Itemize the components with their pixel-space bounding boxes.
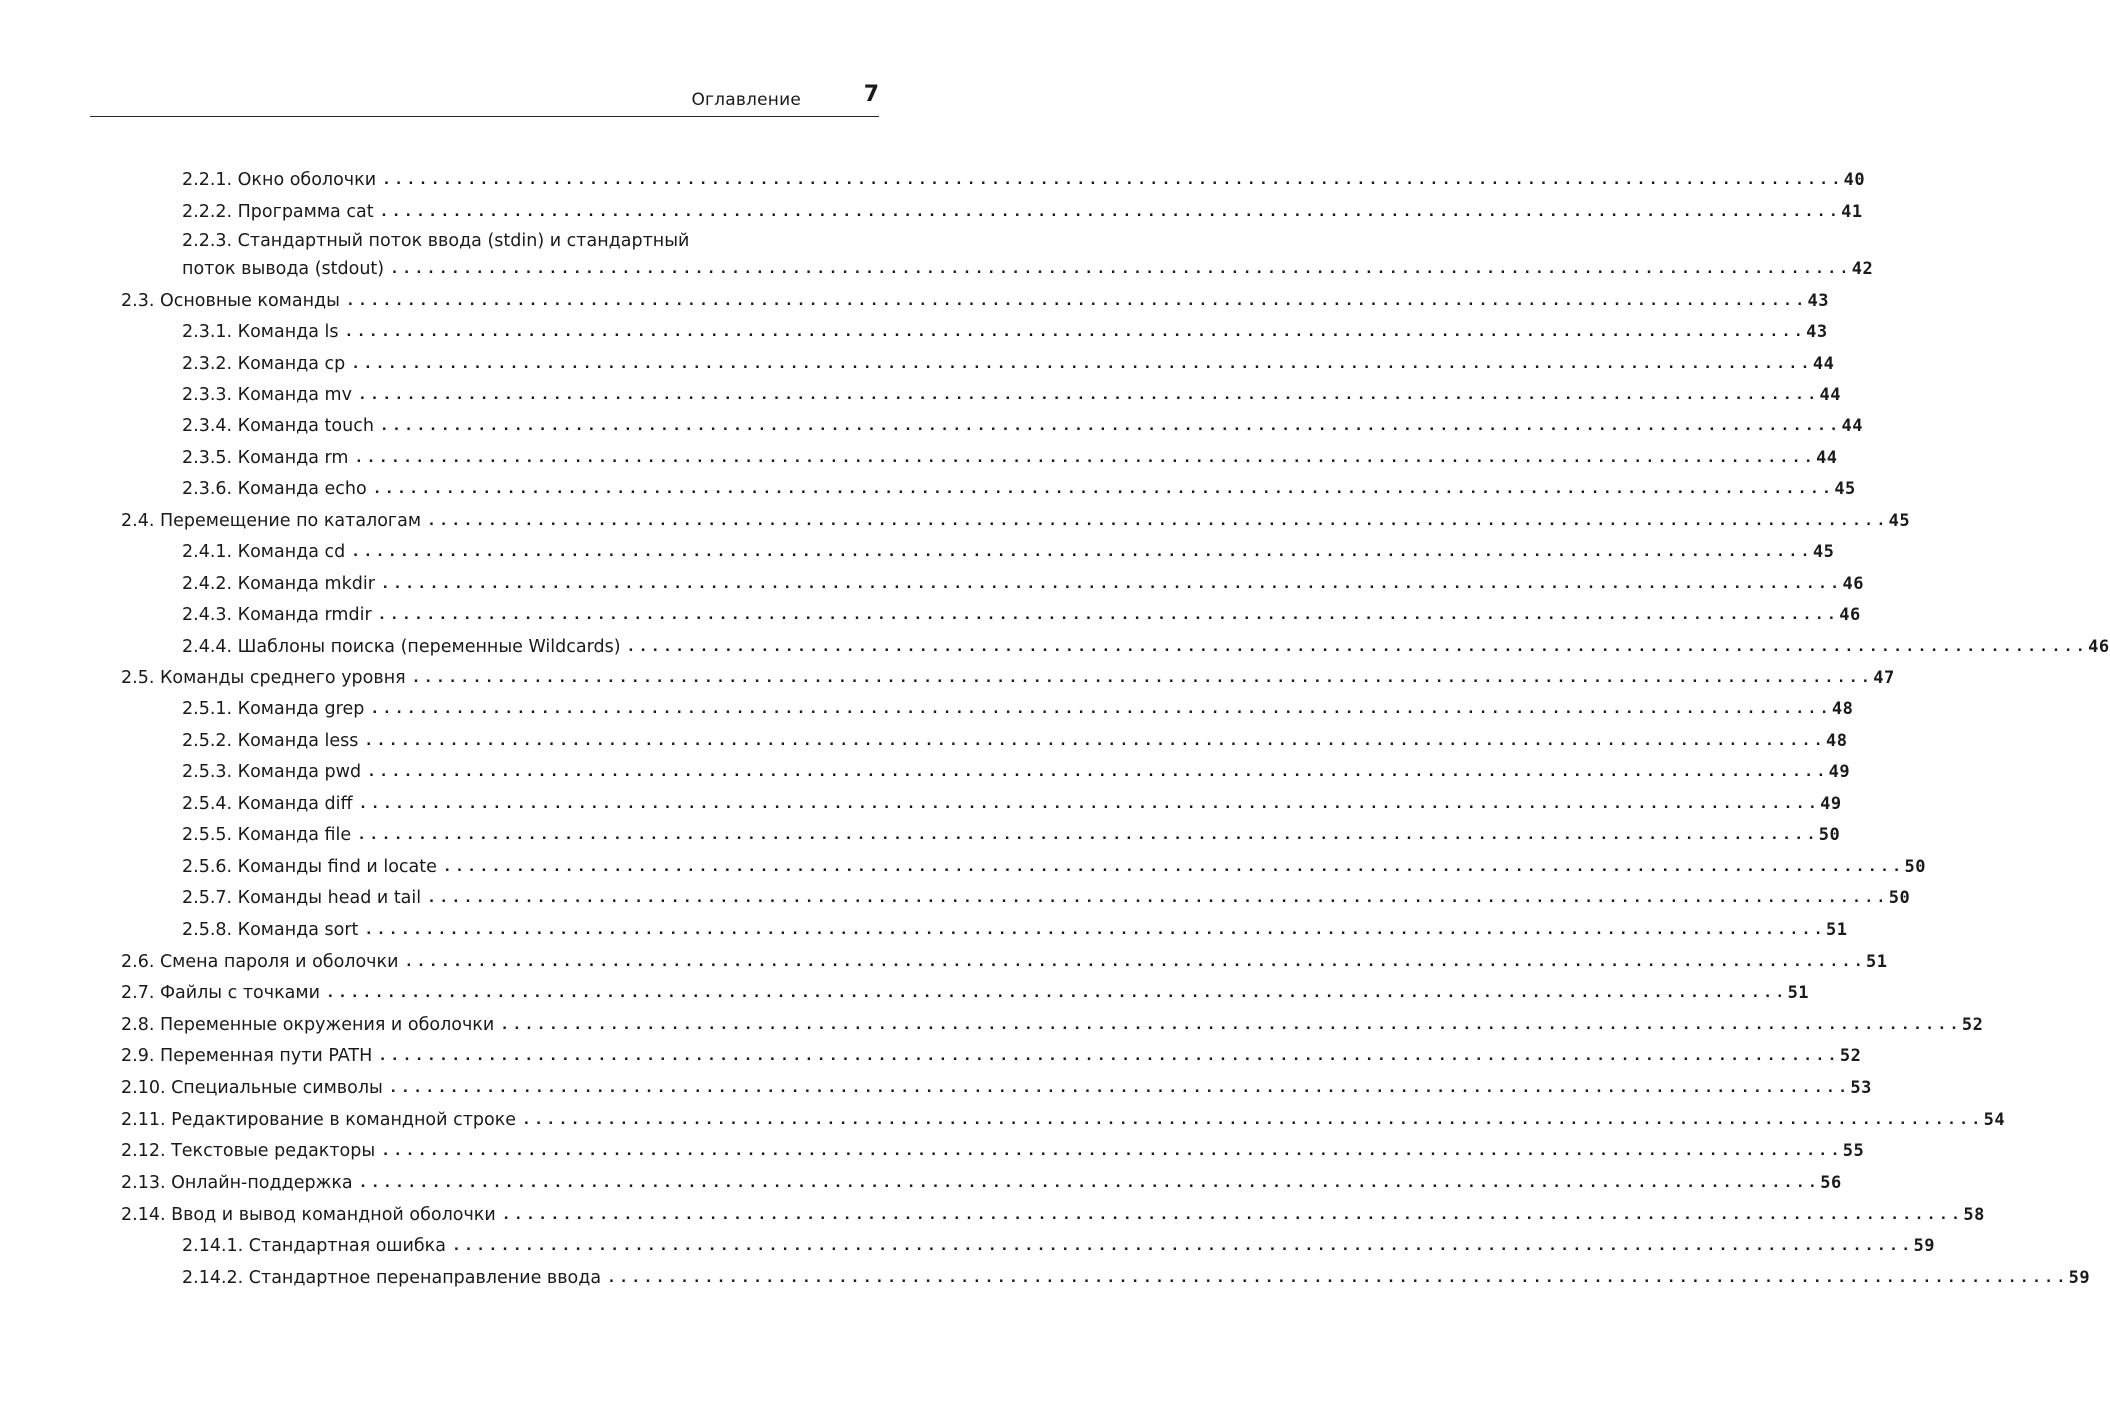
toc-entry-page-number: 50	[1818, 825, 1841, 845]
toc-entry-page-number: 56	[1820, 1173, 1842, 1193]
toc-dot-leader: ........................................................................................................................	[404, 954, 1867, 970]
toc-section-entry	[121, 979, 1810, 1007]
toc-entry-page-number: 52	[1961, 1015, 1984, 1035]
toc-section-entry	[121, 948, 1888, 976]
toc-dot-leader: ........................................................................................................................	[351, 544, 1813, 560]
toc-entry-page-number: 44	[1812, 354, 1835, 374]
toc-subsection-entry	[182, 758, 1851, 786]
toc-subsection-entry	[182, 381, 1842, 409]
toc-dot-leader: ........................................................................................................................	[501, 1207, 1964, 1223]
toc-entry-label: 2.4.1. Команда cd	[182, 542, 346, 562]
toc-entry-label: 2.5. Команды среднего уровня	[121, 668, 406, 688]
toc-subsection-entry	[182, 1232, 1935, 1260]
toc-dot-leader: ........................................................................................................................	[442, 859, 1905, 875]
toc-dot-leader: ........................................................................................................................	[377, 607, 1840, 623]
toc-entry-label: 2.5.4. Команда diff	[182, 794, 353, 814]
toc-section-entry	[121, 1137, 1865, 1165]
toc-dot-leader: ........................................................................................................................	[367, 764, 1829, 780]
toc-entry-label: 2.7. Файлы с точками	[121, 983, 320, 1003]
toc-entry-page-number: 52	[1839, 1046, 1862, 1066]
toc-entry-label: 2.3.1. Команда ls	[182, 322, 339, 342]
toc-entry-page-number: 48	[1825, 731, 1848, 751]
toc-dot-leader: ........................................................................................................................	[358, 796, 1821, 812]
toc-entry-label: 2.14. Ввод и вывод командной оболочки	[121, 1205, 496, 1225]
toc-subsection-entry	[182, 853, 1926, 881]
toc-entry-page-number: 42	[1851, 259, 1874, 279]
toc-section-entry	[121, 1169, 1842, 1197]
toc-entry-label: 2.2.1. Окно оболочки	[182, 170, 377, 190]
toc-entry-page-number: 59	[2068, 1268, 2091, 1288]
toc-dot-leader: ........................................................................................................................	[325, 985, 1788, 1001]
toc-entry-page-number: 43	[1807, 291, 1830, 311]
toc-entry-page-number: 40	[1843, 170, 1866, 190]
toc-entry-page-number: 46	[1839, 605, 1861, 625]
toc-entry-page-number: 48	[1831, 699, 1854, 719]
toc-dot-leader: ........................................................................................................................	[522, 1112, 1984, 1128]
toc-dot-leader: ........................................................................................................................	[411, 670, 1874, 686]
toc-subsection-entry	[182, 821, 1841, 849]
toc-subsection-entry	[182, 633, 2110, 661]
toc-dot-leader: ........................................................................................................................	[382, 172, 1844, 188]
toc-dot-leader: ........................................................................................................................	[626, 639, 2089, 655]
toc-entry-page-number: 43	[1806, 322, 1828, 342]
toc-dot-leader: ........................................................................................................................	[358, 1175, 1821, 1191]
toc-entry-page-number: 49	[1820, 794, 1842, 814]
toc-dot-leader: ........................................................................................................................	[379, 418, 1842, 434]
toc-entry-label: 2.4.2. Команда mkdir	[182, 574, 375, 594]
toc-section-entry	[121, 1042, 1862, 1070]
toc-entry-page-number: 44	[1819, 385, 1842, 405]
toc-dot-leader: ........................................................................................................................	[500, 1017, 1962, 1033]
toc-entry-label: 2.3.4. Команда touch	[182, 416, 374, 436]
toc-dot-leader: ........................................................................................................................	[357, 387, 1820, 403]
toc-entry-label: 2.9. Переменная пути PATH	[121, 1046, 373, 1066]
toc-dot-leader: ........................................................................................................................	[427, 890, 1889, 906]
toc-entry-label: 2.5.8. Команда sort	[182, 920, 359, 940]
toc-section-entry	[121, 1106, 2006, 1134]
toc-entry-page-number: 45	[1888, 511, 1911, 531]
toc-subsection-entry	[182, 1264, 2091, 1292]
toc-subsection-entry	[182, 538, 1835, 566]
toc-dot-leader: ........................................................................................................................	[607, 1270, 2069, 1286]
toc-entry-page-number: 50	[1904, 857, 1926, 877]
toc-entry-page-number: 53	[1850, 1078, 1872, 1098]
toc-dot-leader: ........................................................................................................................	[388, 1080, 1851, 1096]
toc-entry-page-number: 54	[1983, 1110, 2006, 1130]
toc-entry-label: 2.5.3. Команда pwd	[182, 762, 362, 782]
toc-dot-leader: ........................................................................................................................	[378, 1048, 1840, 1064]
toc-subsection-entry	[182, 318, 1828, 346]
toc-dot-leader: ........................................................................................................................	[381, 1143, 1843, 1159]
toc-entry-label: 2.14.1. Стандартная ошибка	[182, 1236, 446, 1256]
toc-subsection-entry	[182, 475, 1856, 503]
toc-subsection-entry	[182, 884, 1911, 912]
toc-section-entry	[121, 1201, 1985, 1229]
toc-section-entry	[121, 287, 1830, 315]
toc-dot-leader: ........................................................................................................................	[344, 324, 1807, 340]
toc-entry-page-number: 46	[1842, 574, 1864, 594]
toc-entry-page-number: 51	[1787, 983, 1810, 1003]
toc-entry-page-number: 41	[1841, 202, 1863, 222]
toc-dot-leader: ........................................................................................................................	[351, 356, 1813, 372]
toc-entry-label: 2.4. Перемещение по каталогам	[121, 511, 422, 531]
toc-entry-page-number: 49	[1828, 762, 1851, 782]
toc-entry-label: 2.4.4. Шаблоны поиска (переменные Wildcards)	[182, 637, 621, 657]
toc-dot-leader: ........................................................................................................................	[354, 450, 1817, 466]
toc-entry-label: 2.11. Редактирование в командной строке	[121, 1110, 517, 1130]
toc-dot-leader: ........................................................................................................................	[357, 827, 1819, 843]
page-number: 7	[863, 82, 879, 107]
toc-entry-label: 2.5.5. Команда file	[182, 825, 352, 845]
toc-entry-page-number: 44	[1816, 448, 1838, 468]
toc-section-entry	[121, 507, 1911, 535]
toc-entry-page-number: 55	[1842, 1141, 1865, 1161]
toc-dot-leader: ........................................................................................................................	[380, 576, 1843, 592]
page-header	[90, 84, 879, 117]
toc-section-entry	[121, 1011, 1984, 1039]
toc-subsection-entry	[182, 570, 1864, 598]
toc-subsection-entry	[182, 695, 1854, 723]
toc-entry-label: 2.12. Текстовые редакторы	[121, 1141, 376, 1161]
toc-dot-leader: ........................................................................................................................	[390, 261, 1852, 277]
toc-entry-label: 2.2.2. Программа cat	[182, 202, 374, 222]
toc-subsection-entry	[182, 255, 1874, 283]
toc-subsection-entry	[182, 350, 1835, 378]
toc-entry-label: 2.3.5. Команда rm	[182, 448, 349, 468]
toc-entry-label: поток вывода (stdout)	[182, 259, 385, 279]
toc-entry-page-number: 47	[1873, 668, 1895, 688]
toc-subsection-entry	[182, 444, 1838, 472]
toc-entry-label: 2.5.1. Команда grep	[182, 699, 365, 719]
toc-subsection-entry	[182, 166, 1866, 194]
toc-subsection-entry	[182, 727, 1848, 755]
toc-entry-page-number: 51	[1826, 920, 1848, 940]
toc-entry-page-number: 50	[1888, 888, 1911, 908]
toc-dot-leader: ........................................................................................................................	[372, 481, 1835, 497]
toc-dot-leader: ........................................................................................................................	[370, 701, 1832, 717]
toc-dot-leader: ........................................................................................................................	[364, 733, 1826, 749]
toc-entry-label: 2.13. Онлайн-поддержка	[121, 1173, 353, 1193]
toc-entry-label: 2.4.3. Команда rmdir	[182, 605, 372, 625]
toc-dot-leader: ........................................................................................................................	[451, 1238, 1914, 1254]
toc-entry-page-number: 45	[1834, 479, 1856, 499]
toc-entry-label: 2.14.2. Стандартное перенаправление ввода	[182, 1268, 602, 1288]
toc-entry-label: 2.8. Переменные окружения и оболочки	[121, 1015, 495, 1035]
toc-dot-leader: ........................................................................................................................	[345, 293, 1808, 309]
toc-entry-label: 2.3.6. Команда echo	[182, 479, 367, 499]
toc-section-entry	[121, 664, 1895, 692]
toc-entry-label: 2.5.7. Команды head и tail	[182, 888, 422, 908]
toc-subsection-entry	[182, 412, 1863, 440]
toc-entry-label: 2.6. Смена пароля и оболочки	[121, 952, 399, 972]
toc-entry-label: 2.10. Специальные символы	[121, 1078, 383, 1098]
toc-entry-label: 2.3.2. Команда cp	[182, 354, 346, 374]
toc-entry-label: 2.5.6. Команды find и locate	[182, 857, 437, 877]
toc-entry-label-line1: 2.2.3. Стандартный поток ввода (stdin) и стандартный	[182, 231, 690, 251]
toc-entry-page-number: 45	[1812, 542, 1835, 562]
toc-entry-page-number: 59	[1913, 1236, 1935, 1256]
toc-subsection-entry	[182, 198, 1863, 226]
running-header-title: Оглавление	[691, 90, 801, 110]
toc-subsection-entry	[182, 916, 1848, 944]
toc-section-entry	[121, 1074, 1872, 1102]
toc-entry-page-number: 58	[1963, 1205, 1985, 1225]
toc-subsection-entry	[182, 601, 1861, 629]
toc-dot-leader: ........................................................................................................................	[427, 513, 1889, 529]
toc-entry-page-number: 46	[2088, 637, 2110, 657]
toc-dot-leader: ........................................................................................................................	[364, 922, 1826, 938]
toc-entry-page-number: 44	[1841, 416, 1863, 436]
toc-entry-label: 2.5.2. Команда less	[182, 731, 359, 751]
toc-entry-label: 2.3. Основные команды	[121, 291, 340, 311]
toc-dot-leader: ........................................................................................................................	[379, 204, 1842, 220]
toc-entry-page-number: 51	[1866, 952, 1888, 972]
toc-subsection-entry	[182, 790, 1842, 818]
toc-entry-label: 2.3.3. Команда mv	[182, 385, 352, 405]
